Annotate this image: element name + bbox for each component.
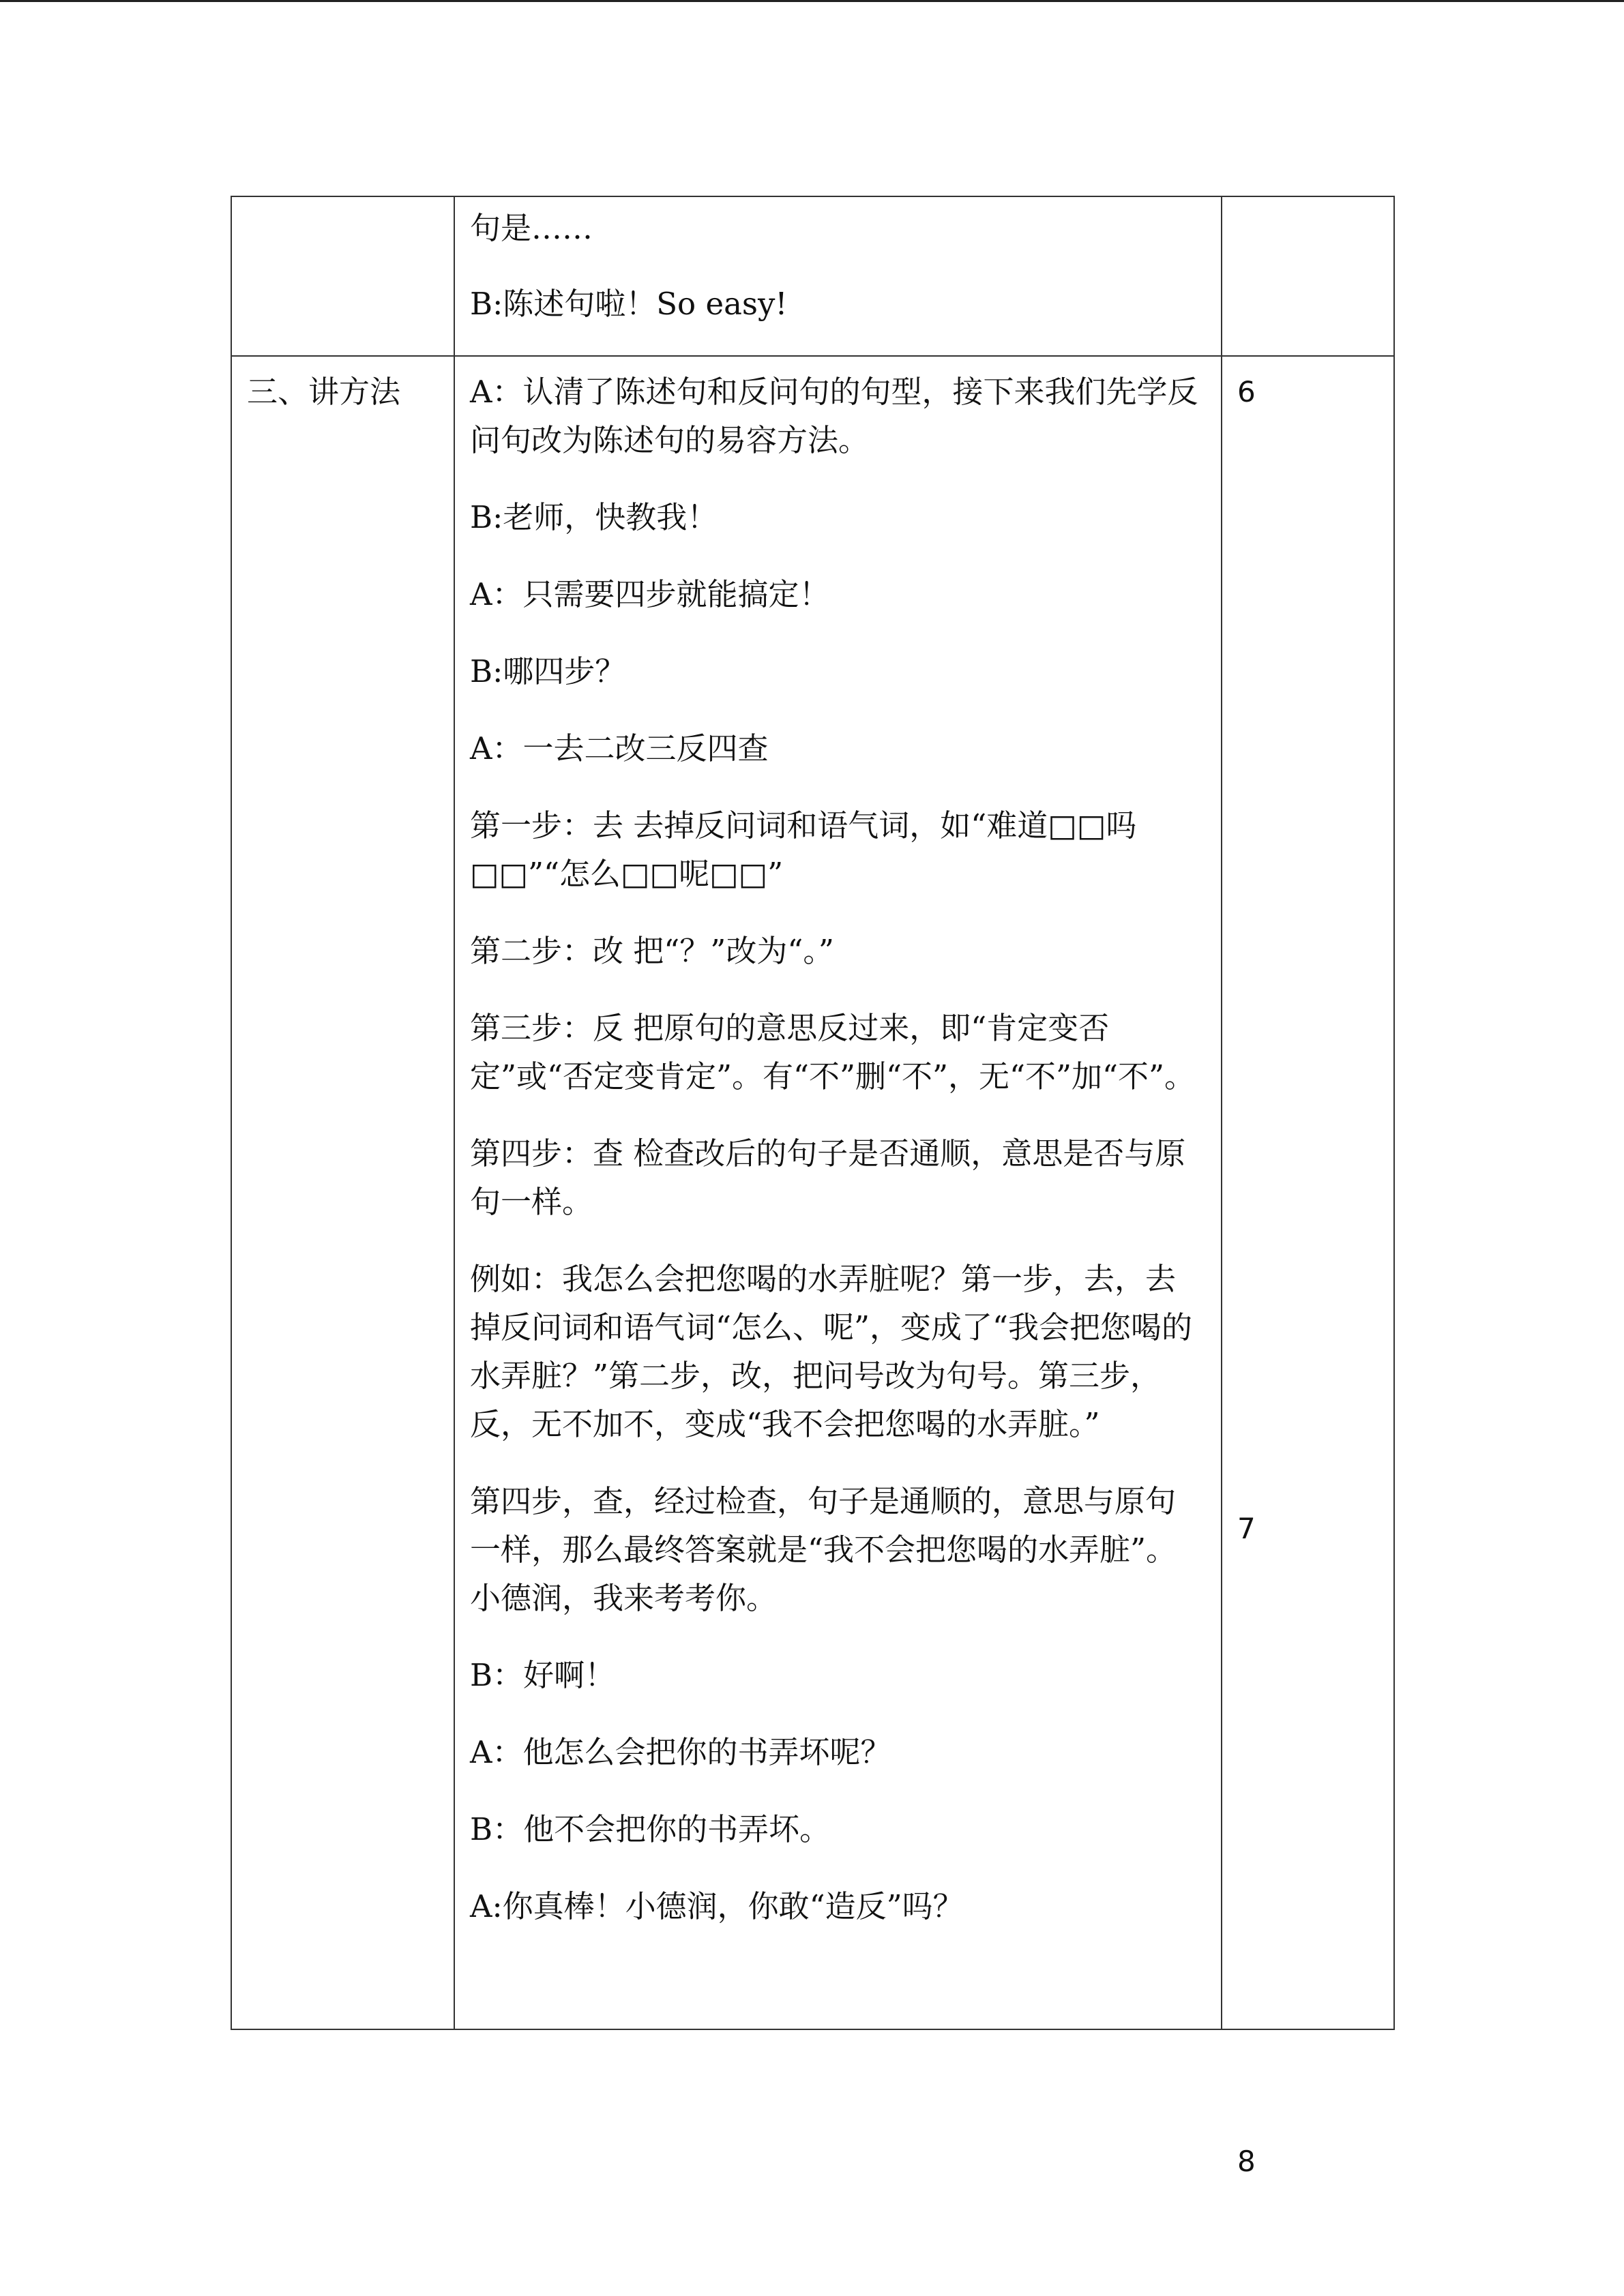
- step-one-paragraph: 第一步：去 去掉反问词和语气词，如“难道□□吗□□”“怎么□□呢□□”: [470, 807, 1137, 892]
- dialogue-line: B:哪四步？: [470, 653, 626, 689]
- time-mark: 7: [1237, 1512, 1256, 1545]
- dialogue-cell: [454, 356, 1222, 2029]
- dialogue-line: B：他不会把你的书弄坏。: [470, 1811, 831, 1847]
- section-cell: [231, 356, 454, 2029]
- dialogue-line: B:老师，快教我！: [470, 499, 718, 535]
- time-mark: 6: [1237, 375, 1256, 408]
- time-mark: 8: [1237, 2145, 1256, 2178]
- time-cell-empty: [1222, 196, 1394, 356]
- table-row-continuation: [231, 196, 1394, 356]
- dialogue-line: A：只需要四步就能搞定！: [470, 576, 830, 612]
- section-title: 三、讲方法: [247, 374, 401, 410]
- example-paragraph: 第四步，查，经过检查，句子是通顺的，意思与原句一样，那么最终答案就是“我不会把您喝的水弄脏”。小德润，我来考考你。: [470, 1483, 1177, 1616]
- page-top-border: [0, 0, 1624, 2]
- dialogue-line: B:陈述句啦！So easy!: [470, 286, 788, 322]
- section-cell-empty: [231, 196, 454, 356]
- dialogue-line: A：一去二改三反四查: [470, 730, 769, 766]
- example-paragraph: 例如：我怎么会把您喝的水弄脏呢？第一步，去，去掉反问词和语气词“怎么、呢”，变成了“我会把您喝的水弄脏？”第二步，改，把问号改为句号。第三步，反，无不加不，变成“我不会把您喝的水弄脏。”: [470, 1261, 1193, 1442]
- step-two-paragraph: 第二步：改 把“？”改为“。”: [470, 933, 834, 969]
- dialogue-line: 句是……: [470, 210, 593, 246]
- step-four-paragraph: 第四步：查 检查改后的句子是否通顺，意思是否与原句一样。: [470, 1135, 1186, 1220]
- step-three-paragraph: 第三步：反 把原句的意思反过来，即“肯定变否定”或“否定变肯定”。有“不”删“不”，无“不”加“不”。: [470, 1010, 1196, 1094]
- dialogue-line: A：认清了陈述句和反问句的句型，接下来我们先学反问句改为陈述句的易容方法。: [470, 374, 1198, 458]
- dialogue-line: A：他怎么会把你的书弄坏呢？: [470, 1734, 891, 1770]
- dialogue-line: A:你真棒！小德润，你敢“造反”吗？: [470, 1888, 964, 1924]
- dialogue-cell: [454, 196, 1222, 356]
- lesson-plan-table: [231, 196, 1395, 2178]
- table-row-method: [231, 356, 1394, 2029]
- dialogue-line: B：好啊！: [470, 1657, 616, 1693]
- time-cell: [1222, 356, 1394, 2178]
